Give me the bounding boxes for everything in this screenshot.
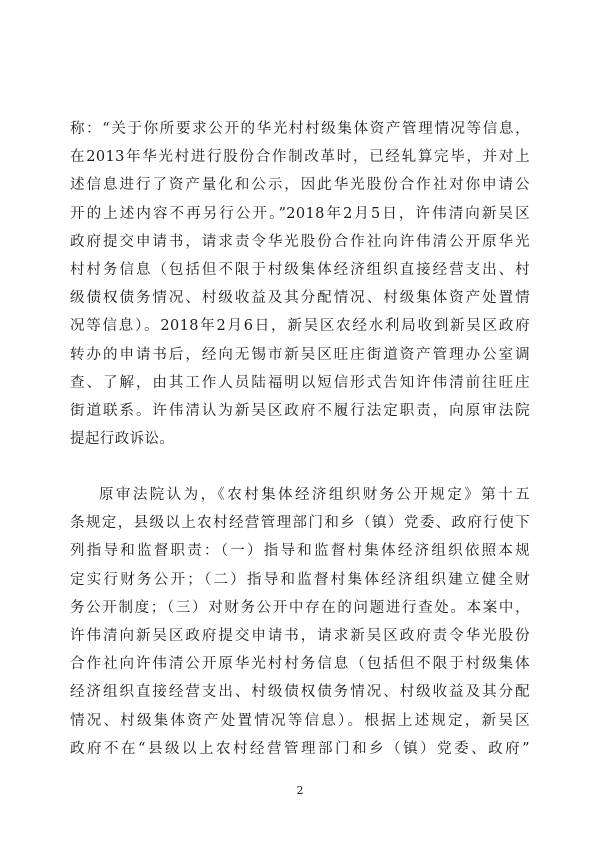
text-line: 在2013年华光村进行股份合作制改革时，已经轧算完毕，并对上 (70, 149, 530, 166)
text-line: 合作社向许伟清公开原华光村村务信息（包括但不限于村级集体 (70, 656, 530, 673)
paragraph-1 (70, 115, 530, 453)
text-line: 级债权债务情况、村级收益及其分配情况、村级集体资产处置情 (70, 290, 530, 307)
text-line: 村村务信息（包括但不限于村级集体经济组织直接经营支出、村 (70, 261, 530, 278)
text-line: 述信息进行了资产量化和公示，因此华光股份合作社对你申请公 (70, 177, 530, 194)
text-line: 务公开制度；（三）对财务公开中存在的问题进行查处。本案中， (70, 599, 530, 616)
text-line: 条规定，县级以上农村经营管理部门和乡（镇）党委、政府行使下 (70, 515, 530, 532)
text-line: 开的上述内容不再另行公开。”2018年2月5日，许伟清向新吴区 (70, 205, 530, 222)
text-line: 查、了解，由其工作人员陆福明以短信形式告知许伟清前往旺庄 (70, 374, 530, 391)
text-line: 况等信息）。2018年2月6日，新吴区农经水利局收到新吴区政府 (70, 318, 530, 335)
paragraph-2 (70, 481, 530, 763)
text-line: 提起行政诉讼。 (70, 431, 175, 448)
text-line: 经济组织直接经营支出、村级债权债务情况、村级收益及其分配 (70, 684, 530, 701)
text-line: 定实行财务公开；（二）指导和监督村集体经济组织建立健全财 (70, 571, 530, 588)
text-line: 称：“关于你所要求公开的华光村村级集体资产管理情况等信息， (70, 121, 530, 137)
text-line: 政府提交申请书，请求责令华光股份合作社向许伟清公开原华光 (70, 233, 530, 250)
text-line: 列指导和监督职责：（一）指导和监督村集体经济组织依照本规 (70, 543, 530, 560)
text-line: 原审法院认为，《农村集体经济组织财务公开规定》第十五 (99, 487, 530, 503)
text-line: 情况、村级集体资产处置情况等信息）。根据上述规定，新吴区 (70, 712, 530, 729)
text-line: 转办的申请书后，经向无锡市新吴区旺庄街道资产管理办公室调 (70, 346, 530, 363)
text-line: 许伟清向新吴区政府提交申请书，请求新吴区政府责令华光股份 (70, 627, 530, 644)
text-line: 政府不在“县级以上农村经营管理部门和乡（镇）党委、政府” (70, 740, 530, 757)
text-line: 街道联系。许伟清认为新吴区政府不履行法定职责，向原审法院 (70, 402, 530, 419)
page-number: 2 (296, 784, 304, 797)
